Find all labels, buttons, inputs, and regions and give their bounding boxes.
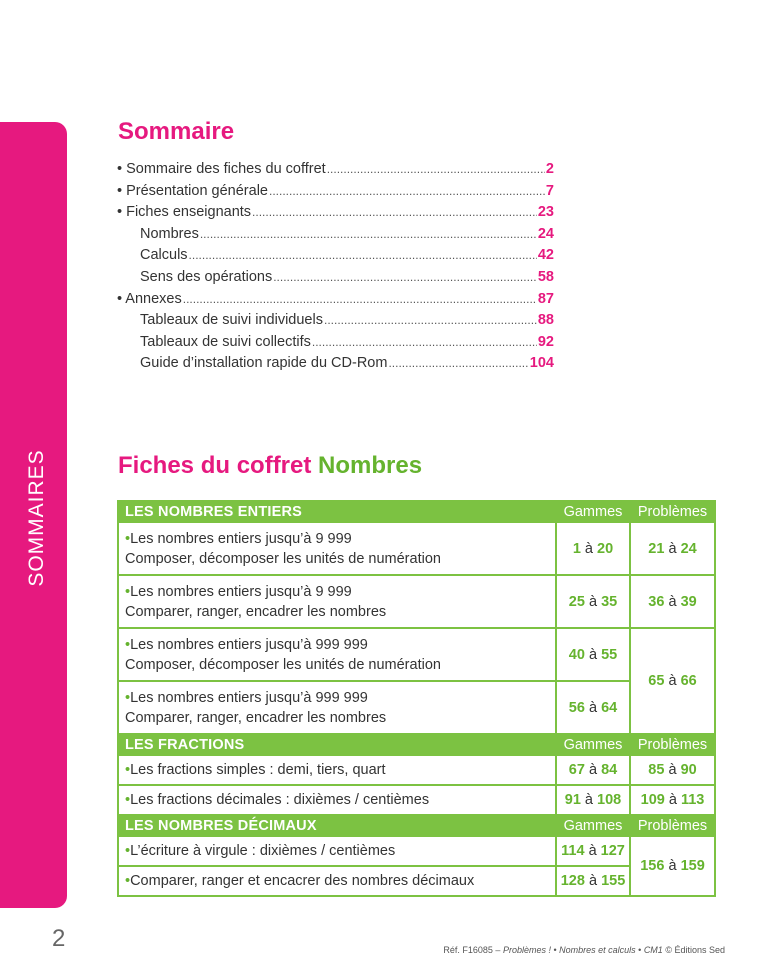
toc-entry-label: Guide d’installation rapide du CD-Rom	[140, 355, 388, 372]
col-problemes-header: Problèmes	[630, 734, 715, 755]
toc-entry-page: 7	[545, 182, 554, 199]
toc-leader	[273, 270, 537, 284]
table-row	[118, 785, 715, 815]
problemes-range: 85 à 90	[630, 755, 715, 785]
toc-subentry	[117, 226, 554, 248]
table-row	[118, 866, 715, 896]
bullet: •	[125, 689, 131, 706]
table-row	[118, 522, 715, 575]
gammes-range: 128 à 155	[556, 866, 630, 896]
toc-subentry	[117, 355, 554, 377]
fiches-title-main: Fiches du coffret	[118, 452, 312, 479]
problemes-range: 21 à 24	[630, 522, 715, 575]
bullet: •	[125, 762, 131, 778]
footer-reference: Réf. F16085 – Problèmes ! • Nombres et calculs • CM1 © Éditions Sed	[443, 945, 725, 955]
bullet: •	[125, 636, 131, 653]
gammes-range: 114 à 127	[556, 836, 630, 866]
toc-entry-label: • Sommaire des fiches du coffret	[117, 161, 326, 177]
toc-entry-page: 104	[529, 355, 554, 372]
toc-entry-page: 2	[545, 161, 554, 177]
toc-entry-page: 92	[537, 333, 554, 350]
item-line2: Comparer, ranger, encadrer les nombres	[125, 603, 387, 620]
problemes-range: 36 à 39	[630, 575, 715, 628]
table-row	[118, 681, 715, 734]
fiches-title	[118, 452, 422, 480]
item-cell	[118, 575, 556, 628]
item-cell	[118, 755, 556, 785]
section-header-row	[118, 501, 715, 522]
item-line1: Les nombres entiers jusqu’à 9 999	[130, 583, 352, 600]
gammes-range: 1 à 20	[556, 522, 630, 575]
col-problemes-header: Problèmes	[630, 501, 715, 522]
toc-leader	[252, 205, 537, 219]
problemes-range: 109 à 113	[630, 785, 715, 815]
toc-entry-label: Calculs	[140, 247, 188, 264]
toc-entry-page: 58	[537, 268, 554, 285]
item-line1: Les nombres entiers jusqu’à 999 999	[130, 689, 368, 706]
toc-leader	[200, 227, 537, 241]
table-row	[118, 836, 715, 866]
item-line2: Composer, décomposer les unités de numération	[125, 550, 441, 567]
col-gammes-header: Gammes	[556, 501, 630, 522]
toc-leader	[312, 335, 537, 349]
problemes-range: 65 à 66	[630, 628, 715, 734]
toc-entry-label: Tableaux de suivi individuels	[140, 312, 323, 329]
toc-subentry	[117, 334, 554, 356]
section-title: LES NOMBRES DÉCIMAUX	[118, 815, 556, 836]
toc-entry-label: Nombres	[140, 225, 199, 242]
item-cell	[118, 681, 556, 734]
item-cell	[118, 628, 556, 681]
bullet: •	[125, 583, 131, 600]
toc-entry-page: 87	[537, 290, 554, 307]
toc-entry	[117, 183, 554, 205]
item-line1: Les nombres entiers jusqu’à 9 999	[130, 530, 352, 547]
toc-entry	[117, 291, 554, 313]
gammes-range: 56 à 64	[556, 681, 630, 734]
toc-entry	[117, 204, 554, 226]
toc-entry-label: Sens des opérations	[140, 268, 273, 285]
col-problemes-header: Problèmes	[630, 815, 715, 836]
item-line1: Les fractions simples : demi, tiers, quart	[130, 762, 386, 778]
item-line2: Composer, décomposer les unités de numération	[125, 656, 441, 673]
item-line2: Comparer, ranger, encadrer les nombres	[125, 709, 387, 726]
toc-entry-page: 24	[537, 225, 554, 242]
toc-leader	[388, 356, 528, 370]
toc-leader	[183, 292, 537, 306]
fiches-table	[117, 500, 716, 897]
item-line1: L’écriture à virgule : dixièmes / centièmes	[130, 843, 396, 859]
item-cell	[118, 866, 556, 896]
toc-list	[117, 161, 554, 377]
item-line1: Les fractions décimales : dixièmes / centièmes	[130, 792, 430, 808]
col-gammes-header: Gammes	[556, 734, 630, 755]
problemes-range: 156 à 159	[630, 836, 715, 896]
toc-subentry	[117, 312, 554, 334]
section-title: LES FRACTIONS	[118, 734, 556, 755]
toc-entry-label: • Présentation générale	[117, 182, 268, 199]
toc-entry-page: 88	[537, 312, 554, 329]
toc-leader	[269, 184, 545, 198]
table-row	[118, 575, 715, 628]
bullet: •	[125, 530, 131, 547]
fiches-title-subject: Nombres	[318, 452, 423, 479]
toc-leader	[324, 313, 537, 327]
item-cell	[118, 785, 556, 815]
item-cell	[118, 522, 556, 575]
col-gammes-header: Gammes	[556, 815, 630, 836]
gammes-range: 25 à 35	[556, 575, 630, 628]
toc-subentry	[117, 269, 554, 291]
gammes-range: 91 à 108	[556, 785, 630, 815]
gammes-range: 40 à 55	[556, 628, 630, 681]
table-row	[118, 628, 715, 681]
side-tab-label: SOMMAIRES	[25, 449, 48, 587]
item-line1: Comparer, ranger et encacrer des nombres décimaux	[130, 873, 475, 889]
sommaire-title: Sommaire	[118, 118, 235, 145]
bullet: •	[125, 873, 131, 889]
toc-entry-page: 42	[537, 247, 554, 264]
section-header-row	[118, 734, 715, 755]
toc-subentry	[117, 247, 554, 269]
toc-leader	[189, 248, 537, 262]
toc-entry-page: 23	[537, 204, 554, 221]
bullet: •	[125, 843, 131, 859]
toc-entry-label: • Annexes	[117, 290, 182, 307]
toc-entry-label: Tableaux de suivi collectifs	[140, 333, 311, 350]
table-row	[118, 755, 715, 785]
toc-entry-label: • Fiches enseignants	[117, 204, 252, 221]
section-title: LES NOMBRES ENTIERS	[118, 501, 556, 522]
bullet: •	[125, 792, 131, 808]
item-line1: Les nombres entiers jusqu’à 999 999	[130, 636, 368, 653]
toc-leader	[327, 162, 545, 176]
toc-entry	[117, 161, 554, 183]
gammes-range: 67 à 84	[556, 755, 630, 785]
item-cell	[118, 836, 556, 866]
page-number: 2	[52, 925, 66, 952]
section-header-row	[118, 815, 715, 836]
